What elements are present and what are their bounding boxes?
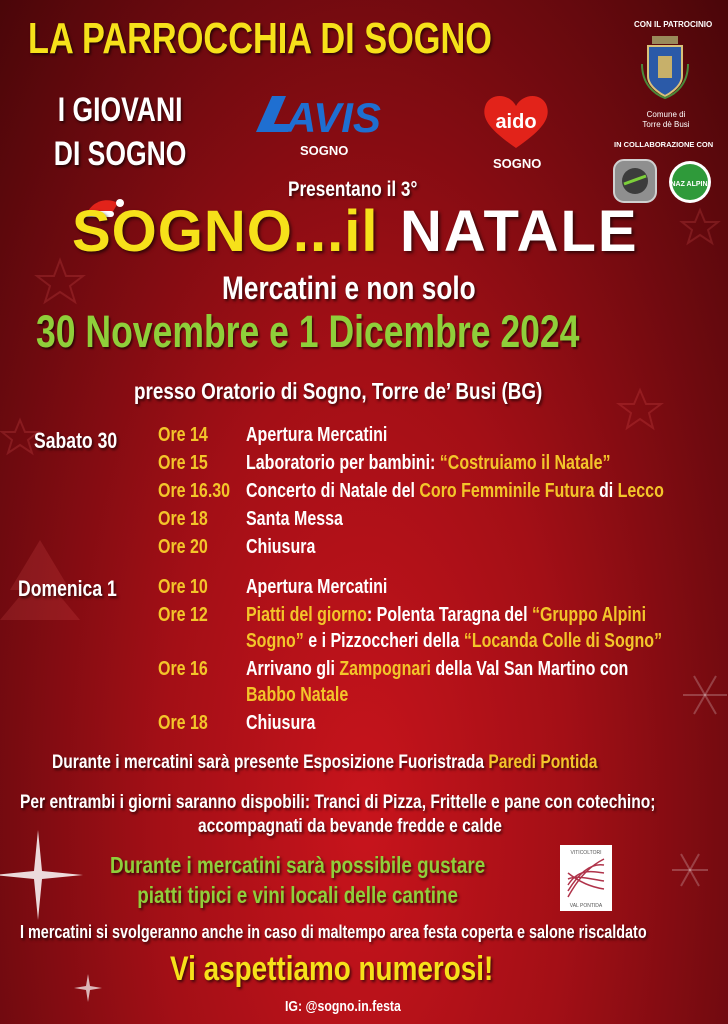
event-title-natale: NATALE (400, 199, 639, 264)
event-subtitle: Mercatini e non solo (222, 270, 476, 306)
schedule-highlight: “Gruppo Alpini (531, 604, 647, 626)
snowflake-icon (672, 854, 708, 886)
gustare-block (110, 850, 485, 910)
avis-logo (252, 92, 402, 136)
aido-logo-text: aido (495, 111, 537, 133)
schedule-highlight: Babbo Natale (246, 684, 349, 706)
schedule-text: Apertura Mercatini (246, 576, 388, 598)
gustare-line2: piatti tipici e vini locali delle cantine (137, 882, 458, 908)
giovani-line2: DI SOGNO (53, 135, 187, 173)
food-line1: Per entrambi i giorni saranno dispobili: Tranci di Pizza, Frittelle e pane con cotechino; (20, 792, 656, 813)
schedule-text-part: Arrivano gli (246, 658, 340, 680)
schedule-highlight: Piatti del giorno (246, 604, 367, 626)
viticoltori-logo (560, 845, 612, 911)
schedule-text-part: di (594, 480, 618, 502)
alpini-logo-text: NAZ ALPINI (670, 181, 710, 188)
schedule-text: Santa Messa (246, 508, 343, 530)
viticoltori-bottom-text: VAL PONTIDA (569, 903, 603, 909)
star-decoration (2, 420, 38, 453)
aido-sub: SOGNO (493, 156, 542, 171)
parish-title: LA PARROCCHIA DI SOGNO (28, 14, 492, 63)
giovani-group (46, 88, 194, 176)
schedule-highlight: “Costruiamo il Natale” (439, 452, 611, 474)
schedule-text-part: della Val San Martino con (430, 658, 629, 680)
day-sunday: Domenica 1 (18, 576, 117, 601)
closing-message: Vi aspettiamo numerosi! (170, 950, 494, 988)
comune-name (636, 110, 696, 130)
schedule-highlight: Lecco (617, 480, 664, 502)
avis-sub: SOGNO (300, 143, 349, 158)
schedule-text (246, 602, 646, 628)
star-decoration (37, 260, 83, 302)
food-line2: accompagnati da bevande fredde e calde (198, 816, 502, 837)
schedule-time: Ore 18 (158, 508, 208, 530)
schedule-time: Ore 15 (158, 452, 208, 474)
comune-seal-icon (640, 34, 690, 100)
schedule-time: Ore 16.30 (158, 480, 231, 502)
day-saturday: Sabato 30 (34, 428, 118, 453)
maltempo-text: I mercatini si svolgeranno anche in caso di maltempo area festa coperta e salone riscaldato (20, 922, 647, 942)
comune-line2: Torre dè Busi (642, 120, 690, 129)
schedule-text: Apertura Mercatini (246, 424, 388, 446)
schedule-text (246, 628, 662, 654)
patronage-label: CON IL PATROCINIO (634, 20, 713, 29)
sparkle-icon (0, 830, 83, 920)
collaboration-label: IN COLLABORAZIONE CON (614, 140, 714, 149)
event-location: presso Oratorio di Sogno, Torre de’ Busi (BG) (134, 378, 543, 404)
star-decoration (682, 210, 718, 243)
giovani-line1: I GIOVANI (57, 91, 183, 129)
schedule-text: Chiusura (246, 712, 316, 734)
schedule-text-part: Laboratorio per bambini: (246, 452, 440, 474)
schedule-text (246, 478, 664, 504)
schedule-highlight: Coro Femminile Futura (419, 480, 595, 502)
comune-line1: Comune di (646, 110, 686, 119)
esposizione-part: Durante i mercatini sarà presente Esposizione Fuoristrada (52, 752, 489, 773)
event-title-sogno: SOGNO...il (72, 199, 379, 264)
schedule-highlight: Sogno” (246, 630, 304, 652)
schedule-time: Ore 18 (158, 712, 208, 734)
event-date: 30 Novembre e 1 Dicembre 2024 (36, 306, 580, 357)
instagram-handle[interactable]: IG: @sogno.in.festa (285, 998, 401, 1015)
snowflake-icon (683, 676, 727, 714)
schedule-text-part: Concerto di Natale del (246, 480, 420, 502)
avis-logo-text: AVIS (286, 94, 381, 136)
schedule-text (246, 656, 628, 682)
schedule-text-part: : Polenta Taragna del (366, 604, 532, 626)
star-decoration (619, 390, 661, 428)
schedule-text-part: e i Pizzoccheri della (303, 630, 464, 652)
schedule-time: Ore 10 (158, 576, 208, 598)
esposizione-text (52, 752, 597, 774)
viticoltori-top-text: VITICOLTORI (570, 850, 602, 856)
schedule-time: Ore 12 (158, 604, 208, 626)
schedule-text: Chiusura (246, 536, 316, 558)
presentano-text: Presentano il 3° (288, 178, 418, 201)
aido-logo (480, 92, 552, 148)
gustare-line1: Durante i mercatini sarà possibile gustare (110, 852, 486, 878)
schedule-text (246, 450, 611, 476)
sparkle-icon (74, 974, 102, 1002)
schedule-time: Ore 14 (158, 424, 208, 446)
alpini-logo (668, 160, 712, 204)
schedule-time: Ore 20 (158, 536, 208, 558)
esposizione-highlight: Paredi Pontida (488, 752, 598, 773)
schedule-time: Ore 16 (158, 658, 208, 680)
schedule-highlight: “Locanda Colle di Sogno” (463, 630, 663, 652)
schedule-highlight: Zampognari (339, 658, 431, 680)
